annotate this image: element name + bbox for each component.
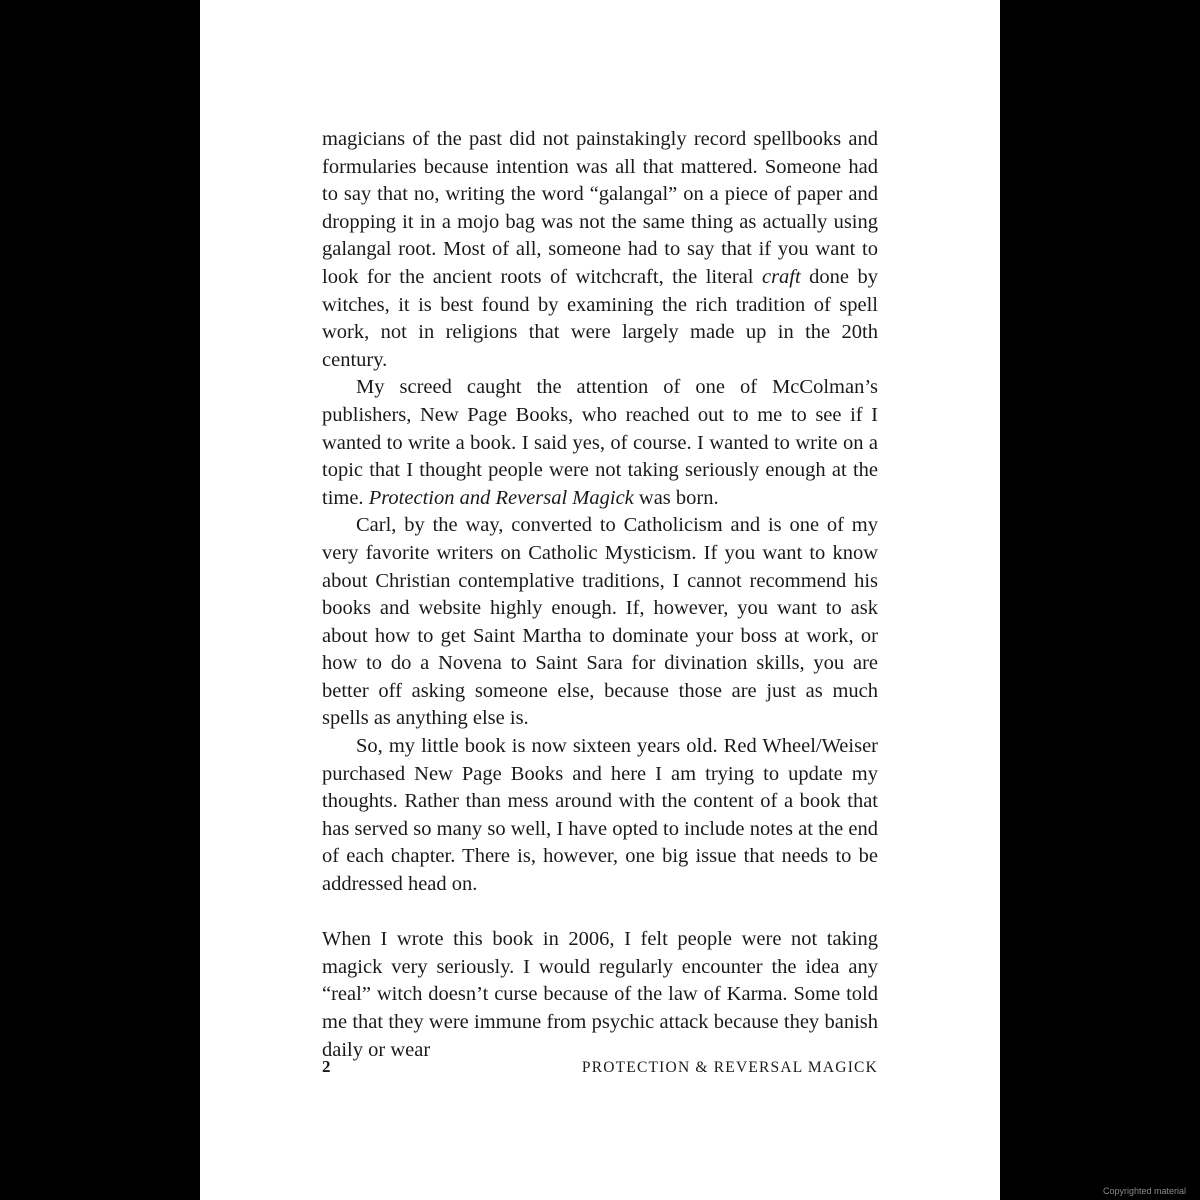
text-run: magicians of the past did not painstakingly record spellbooks and formularies because intention was all that mattered. Someone had to say that no, writing the word “galangal” on a piece of paper and dropping it in a mojo bag was not the same thing as actually using galangal root. Most of all, someone had to say that if you want to look for the ancient roots of witchcraft, the literal bbox=[322, 128, 878, 288]
paragraph bbox=[322, 512, 878, 733]
text-run: done by witches, it is best found by examining the rich tradition of spell work, not in religions that were largely made up in the 20th century. bbox=[322, 265, 878, 371]
italic-text: craft bbox=[761, 265, 801, 288]
page-footer bbox=[322, 1057, 878, 1077]
italic-text: Protection and Reversal Magick bbox=[368, 486, 634, 509]
copyright-watermark: Copyrighted material bbox=[1102, 1186, 1186, 1196]
paragraph bbox=[322, 926, 878, 1064]
running-head: PROTECTION & REVERSAL MAGICK bbox=[581, 1059, 878, 1076]
text-run: So, my little book is now sixteen years old. Red Wheel/Weiser purchased New Page Books and here I am trying to update my thoughts. Rather than mess around with the content of a book that has served so many so well, I have opted to include notes at the end of each chapter. There is, however, one big issue that needs to be addressed head on. bbox=[322, 735, 878, 896]
paragraph bbox=[322, 126, 878, 374]
body-text bbox=[322, 126, 878, 1064]
text-run: Carl, by the way, converted to Catholicism and is one of my very favorite writers on Catholic Mysticism. If you want to know about Christian contemplative traditions, I cannot recommend his books and website highly enough. If, however, you want to ask about how to get Saint Martha to dominate your boss at work, or how to do a Novena to Saint Sara for divination skills, you are better off asking someone else, because those are just as much spells as anything else is. bbox=[322, 514, 878, 730]
text-run: was born. bbox=[633, 486, 719, 509]
page-number: 2 bbox=[322, 1057, 331, 1076]
text-run: My screed caught the attention of one of McColman’s publishers, New Page Books, who reached out to me to see if I wanted to write a book. I said yes, of course. I wanted to write on a topic that I thought people were not taking seriously enough at the time. bbox=[322, 376, 878, 509]
paragraph bbox=[322, 733, 878, 899]
book-page bbox=[200, 0, 1000, 1200]
text-run: When I wrote this book in 2006, I felt people were not taking magick very seriously. I would regularly encounter the idea any “real” witch doesn’t curse because of the law of Karma. Some told me that they were immune from psychic attack because they banish daily or wear bbox=[322, 928, 878, 1061]
paragraph bbox=[322, 374, 878, 512]
